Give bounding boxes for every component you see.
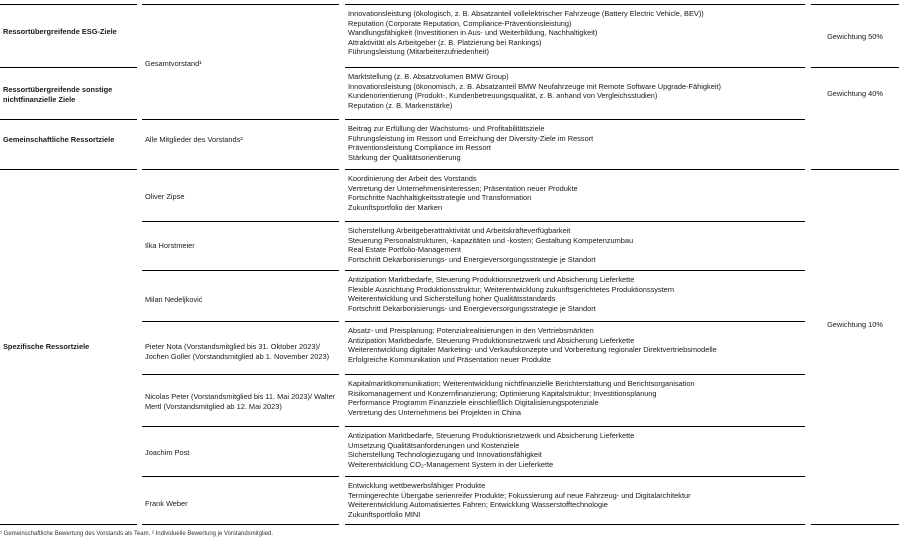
person-cell xyxy=(142,426,339,476)
goal-item: Beitrag zur Erfüllung der Wachstums- und Profitabilitätsziele xyxy=(348,124,545,133)
table-row xyxy=(0,119,899,169)
goals-cell xyxy=(345,67,805,117)
goal-item: Führungsleistung im Ressort und Erreichung der Diversity-Ziele im Ressort xyxy=(348,133,594,143)
goal-item: Stärkung der Qualitätsorientierung xyxy=(348,152,461,162)
goal-item: Weiterentwicklung Automatisiertes Fahren; Entwicklung Wasserstofftechnologie xyxy=(348,500,608,510)
goal-item: Flexible Ausrichtung Produktionsstruktur; Weiterentwicklung zukunftsgerichtetes Produktionssystem xyxy=(348,284,675,294)
goal-item: Innovationsleistung (ökologisch, z. B. Absatzanteil vollelektrischer Fahrzeuge (Battery Electric Vehicle, BEV)) xyxy=(348,9,704,18)
goals-list xyxy=(348,379,805,417)
person-label: Frank Weber xyxy=(145,499,188,508)
goal-item: Risikomanagement und Konzernfinanzierung; Optimierung Kapitalstruktur; Investitionsplanung xyxy=(348,388,657,398)
goal-item: Antizipation Marktbedarfe, Steuerung Produktionsnetzwerk und Absicherung Lieferkette xyxy=(348,431,635,440)
goal-item: Real Estate Portfolio-Management xyxy=(348,245,461,255)
goal-item: Fortschritt Dekarbonisierungs- und Energieversorgungsstrategie je Standort xyxy=(348,254,596,264)
goals-cell xyxy=(345,169,805,221)
person-cell xyxy=(142,321,339,374)
goal-item: Erfolgreiche Kommunikation und Präsentation neuer Produkte xyxy=(348,354,551,364)
goals-list xyxy=(348,72,805,110)
person-cell xyxy=(142,476,339,524)
table-row xyxy=(0,67,899,117)
table-row xyxy=(0,321,899,374)
goals-cell xyxy=(345,321,805,374)
table-row xyxy=(0,374,899,426)
goal-item: Reputation (Corporate Reputation, Compliance-Präventionsleistung) xyxy=(348,18,572,28)
goal-item: Reputation (z. B. Markenstärke) xyxy=(348,100,453,110)
goals-list xyxy=(348,326,805,364)
goal-item: Zukunftsportfolio MINI xyxy=(348,509,421,519)
goals-list xyxy=(348,174,805,212)
goal-item: Absatz- und Preisplanung; Potenzialrealisierungen in den Vertriebsmärkten xyxy=(348,326,594,335)
goal-item: Weiterentwicklung und Sicherstellung hoher Qualitätsstandards xyxy=(348,294,556,304)
category-label: Ressortübergreifende sonstige nichtfinanzielle Ziele xyxy=(3,85,113,104)
goals-cell xyxy=(345,476,805,524)
person-label: Alle Mitglieder des Vorstands² xyxy=(145,135,243,144)
goals-list xyxy=(348,275,805,313)
category-label: Spezifische Ressortziele xyxy=(3,342,90,351)
goal-item: Koordinierung der Arbeit des Vorstands xyxy=(348,174,477,183)
weight-cell xyxy=(811,67,899,117)
goals-cell xyxy=(345,426,805,476)
goals-list xyxy=(348,124,805,162)
weight-label: Gewichtung 50% xyxy=(827,32,883,41)
table-bottom-rule xyxy=(142,524,339,525)
category-label: Gemeinschaftliche Ressortziele xyxy=(3,135,115,144)
goals-list xyxy=(348,431,805,469)
goal-item: Antizipation Marktbedarfe, Steuerung Produktionsnetzwerk und Absicherung Lieferkette xyxy=(348,275,635,284)
goals-cell xyxy=(345,119,805,169)
table-row xyxy=(0,169,899,221)
goal-item: Attraktivität als Arbeitgeber (z. B. Platzierung bei Rankings) xyxy=(348,37,542,47)
goal-item: Fortschritt Dekarbonisierungs- und Energieversorgungsstrategie je Standort xyxy=(348,303,596,313)
person-label: Oliver Zipse xyxy=(145,192,185,201)
person-cell xyxy=(142,119,339,169)
person-cell xyxy=(142,374,339,426)
goal-item: Vertretung des Unternehmens bei Projekten in China xyxy=(348,407,521,417)
goal-item: Sicherstellung Technologiezugang und Innovationsfähigkeit xyxy=(348,450,542,460)
goal-item: Weiterentwicklung digitaler Marketing- und Verkaufskonzepte und Vorbereitung regionaler Direktvertriebsmodelle xyxy=(348,345,717,355)
goal-item: Zukunftsportfolio der Marken xyxy=(348,202,443,212)
person-label: Ilka Horstmeier xyxy=(145,241,195,250)
table-row xyxy=(0,270,899,321)
goal-item: Wandlungsfähigkeit (Investitionen in Aus- und Weiterbildung, Nachhaltigkeit) xyxy=(348,28,598,38)
goal-item: Fortschritte Nachhaltigkeitsstrategie und Transformation xyxy=(348,193,532,203)
goal-item: Umsetzung Qualitätsanforderungen und Kostenziele xyxy=(348,440,520,450)
goals-cell xyxy=(345,221,805,270)
person-label: Milan Nedeljković xyxy=(145,295,203,304)
goal-item: Innovationsleistung (ökonomisch, z. B. Absatzanteil BMW Neufahrzeuge mit Remote Software Upgrade-Fähigkeit) xyxy=(348,81,721,91)
goal-item: Performance Programm Finanzziele einschließlich Digitalisierungspotenziale xyxy=(348,398,599,408)
goal-item: Kundenorientierung (Produkt-, Kundenbetreuungsqualität, z. B. anhand von Vergleichsstudien) xyxy=(348,91,658,101)
goal-item: Steuerung Personalstrukturen, -kapazitäten und -kosten; Gestaltung Kompetenzumbau xyxy=(348,235,634,245)
weight-label: Gewichtung 40% xyxy=(827,89,883,98)
table-row xyxy=(0,426,899,476)
goal-item: Führungsleistung (Mitarbeiterzufriedenheit) xyxy=(348,47,489,57)
person-cell xyxy=(142,169,339,221)
goals-cell xyxy=(345,374,805,426)
person-cell xyxy=(142,270,339,321)
table-bottom-rule xyxy=(0,524,137,525)
goal-item: Marktstellung (z. B. Absatzvolumen BMW Group) xyxy=(348,72,509,81)
table-row xyxy=(0,476,899,524)
goals-cell xyxy=(345,270,805,321)
goals-list xyxy=(348,226,805,264)
category-label: Ressortübergreifende ESG-Ziele xyxy=(3,27,117,36)
goal-item: Weiterentwicklung CO₂-Management System in der Lieferkette xyxy=(348,459,554,469)
table-row xyxy=(0,221,899,270)
person-label: Gesamtvorstand¹ xyxy=(145,59,202,68)
person-label: Joachim Post xyxy=(145,448,190,457)
person-cell xyxy=(142,221,339,270)
goal-item: Termingerechte Übergabe serienreifer Produkte; Fokussierung auf neue Fahrzeug- und Digitalarchitektur xyxy=(348,490,691,500)
person-label: Pieter Nota (Vorstandsmitglied bis 31. Oktober 2023)/ Jochen Goller (Vorstandsmitglied ab 1. November 2023) xyxy=(145,342,330,361)
goals-list xyxy=(348,481,805,519)
goal-item: Vertretung der Unternehmensinteressen; Präsentation neuer Produkte xyxy=(348,183,578,193)
footnote: ¹ Gemeinschaftliche Bewertung des Vorstands als Team. ² Individuelle Bewertung je Vorstandsmitglied. xyxy=(0,531,274,537)
goal-item: Sicherstellung Arbeitgeberattraktivität und Arbeitskräfteverfügbarkeit xyxy=(348,226,571,235)
goal-item: Präventionsleistung Compliance im Ressort xyxy=(348,143,491,153)
goal-item: Antizipation Marktbedarfe, Steuerung Produktionsnetzwerk und Absicherung Lieferkette xyxy=(348,335,635,345)
weight-label: Gewichtung 10% xyxy=(827,320,883,329)
table-bottom-rule xyxy=(811,524,899,525)
goal-item: Kapitalmarktkommunikation; Weiterentwicklung nichtfinanzielle Berichterstattung und Berichtsorganisation xyxy=(348,379,695,388)
category-cell xyxy=(0,119,137,169)
goal-item: Entwicklung wettbewerbsfähiger Produkte xyxy=(348,481,486,490)
category-cell xyxy=(0,67,137,117)
person-label: Nicolas Peter (Vorstandsmitglied bis 11. Mai 2023)/ Walter Mertl (Vorstandsmitglied ab 12. Mai 2023) xyxy=(145,392,336,411)
table-bottom-rule xyxy=(345,524,805,525)
